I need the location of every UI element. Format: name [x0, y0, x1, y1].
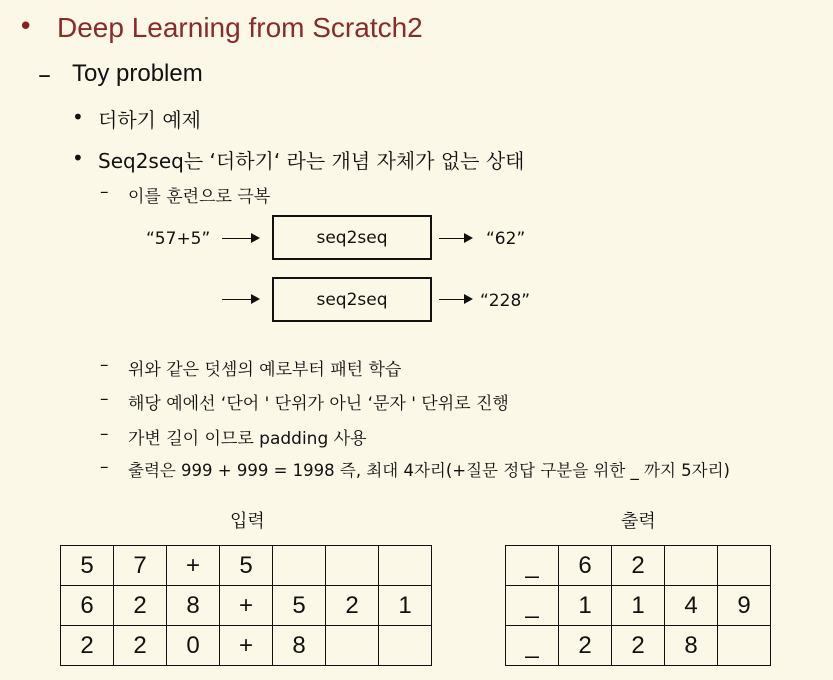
table-row — [61, 626, 432, 666]
table-cell — [273, 546, 326, 586]
output-table-caption: 출력 — [621, 511, 656, 532]
output-table — [505, 545, 771, 666]
note-1-dash: – — [100, 355, 109, 375]
table-cell: 2 — [326, 586, 379, 626]
table-cell: 6 — [559, 546, 612, 586]
slide-subtitle: Toy problem — [72, 60, 203, 87]
diagram-arrow-in-2 — [222, 299, 258, 300]
note-4-dash: – — [100, 457, 109, 477]
table-cell: _ — [506, 586, 559, 626]
table-cell: 2 — [114, 586, 167, 626]
title-bullet: • — [18, 12, 34, 42]
table-cell: 9 — [718, 586, 771, 626]
input-table-caption: 입력 — [230, 511, 265, 532]
table-cell — [665, 546, 718, 586]
table-cell: 2 — [559, 626, 612, 666]
point-2-bullet: • — [72, 146, 84, 170]
table-cell: _ — [506, 546, 559, 586]
table-cell: 1 — [379, 586, 432, 626]
table-cell: 1 — [612, 586, 665, 626]
diagram-output-2: “228” — [480, 291, 531, 311]
diagram-arrow-out-1 — [439, 238, 471, 239]
table-cell: _ — [506, 626, 559, 666]
table-cell: 2 — [612, 546, 665, 586]
note-4-text: 출력은 999 + 999 = 1998 즉, 최대 4자리(+질문 정답 구분을 위한 _ 까지 5자리) — [128, 461, 730, 480]
seq2seq-box-1-label: seq2seq — [316, 227, 388, 248]
table-row — [61, 546, 432, 586]
seq2seq-box-1 — [272, 215, 432, 260]
point-1-bullet: • — [72, 105, 84, 129]
table-cell — [379, 626, 432, 666]
table-row — [506, 626, 771, 666]
table-cell: 2 — [114, 626, 167, 666]
table-cell: 5 — [61, 546, 114, 586]
table-cell: + — [220, 586, 273, 626]
table-cell — [718, 546, 771, 586]
table-cell: 1 — [559, 586, 612, 626]
note-3-dash: – — [100, 424, 109, 444]
diagram-arrow-out-2 — [439, 299, 471, 300]
note-3-text: 가변 길이 이므로 padding 사용 — [128, 429, 367, 449]
seq2seq-box-2-label: seq2seq — [316, 289, 388, 310]
table-cell: 7 — [114, 546, 167, 586]
table-cell: + — [167, 546, 220, 586]
note-2-dash: – — [100, 389, 109, 409]
table-cell: 5 — [273, 586, 326, 626]
table-cell — [326, 546, 379, 586]
table-cell: 5 — [220, 546, 273, 586]
table-cell: + — [220, 626, 273, 666]
table-cell: 2 — [61, 626, 114, 666]
table-cell: 8 — [167, 586, 220, 626]
subtitle-dash: – — [38, 60, 51, 90]
table-row — [61, 586, 432, 626]
table-cell: 0 — [167, 626, 220, 666]
table-cell: 6 — [61, 586, 114, 626]
note-1-text: 위와 같은 덧셈의 예로부터 패턴 학습 — [128, 360, 402, 380]
slide-title: Deep Learning from Scratch2 — [57, 12, 423, 43]
input-table — [60, 545, 432, 666]
point-1-text: 더하기 예제 — [98, 108, 201, 132]
table-cell — [718, 626, 771, 666]
table-cell: 8 — [273, 626, 326, 666]
table-cell: 8 — [665, 626, 718, 666]
diagram-arrow-in-1 — [222, 238, 258, 239]
table-cell: 2 — [612, 626, 665, 666]
table-cell — [379, 546, 432, 586]
table-row — [506, 586, 771, 626]
point-2-text: Seq2seq는 ‘더하기‘ 라는 개념 자체가 없는 상태 — [98, 149, 525, 173]
note-2-text: 해당 예에선 ‘단어 ' 단위가 아닌 ‘문자 ' 단위로 진행 — [128, 394, 509, 414]
diagram-output-1: “62” — [486, 229, 526, 249]
diagram-input-1: “57+5” — [146, 229, 211, 249]
table-cell: 4 — [665, 586, 718, 626]
table-row — [506, 546, 771, 586]
table-cell — [326, 626, 379, 666]
point-2-sub-dash: – — [100, 182, 109, 202]
point-2-sub-text: 이를 훈련으로 극복 — [128, 187, 271, 207]
seq2seq-box-2 — [272, 277, 432, 322]
